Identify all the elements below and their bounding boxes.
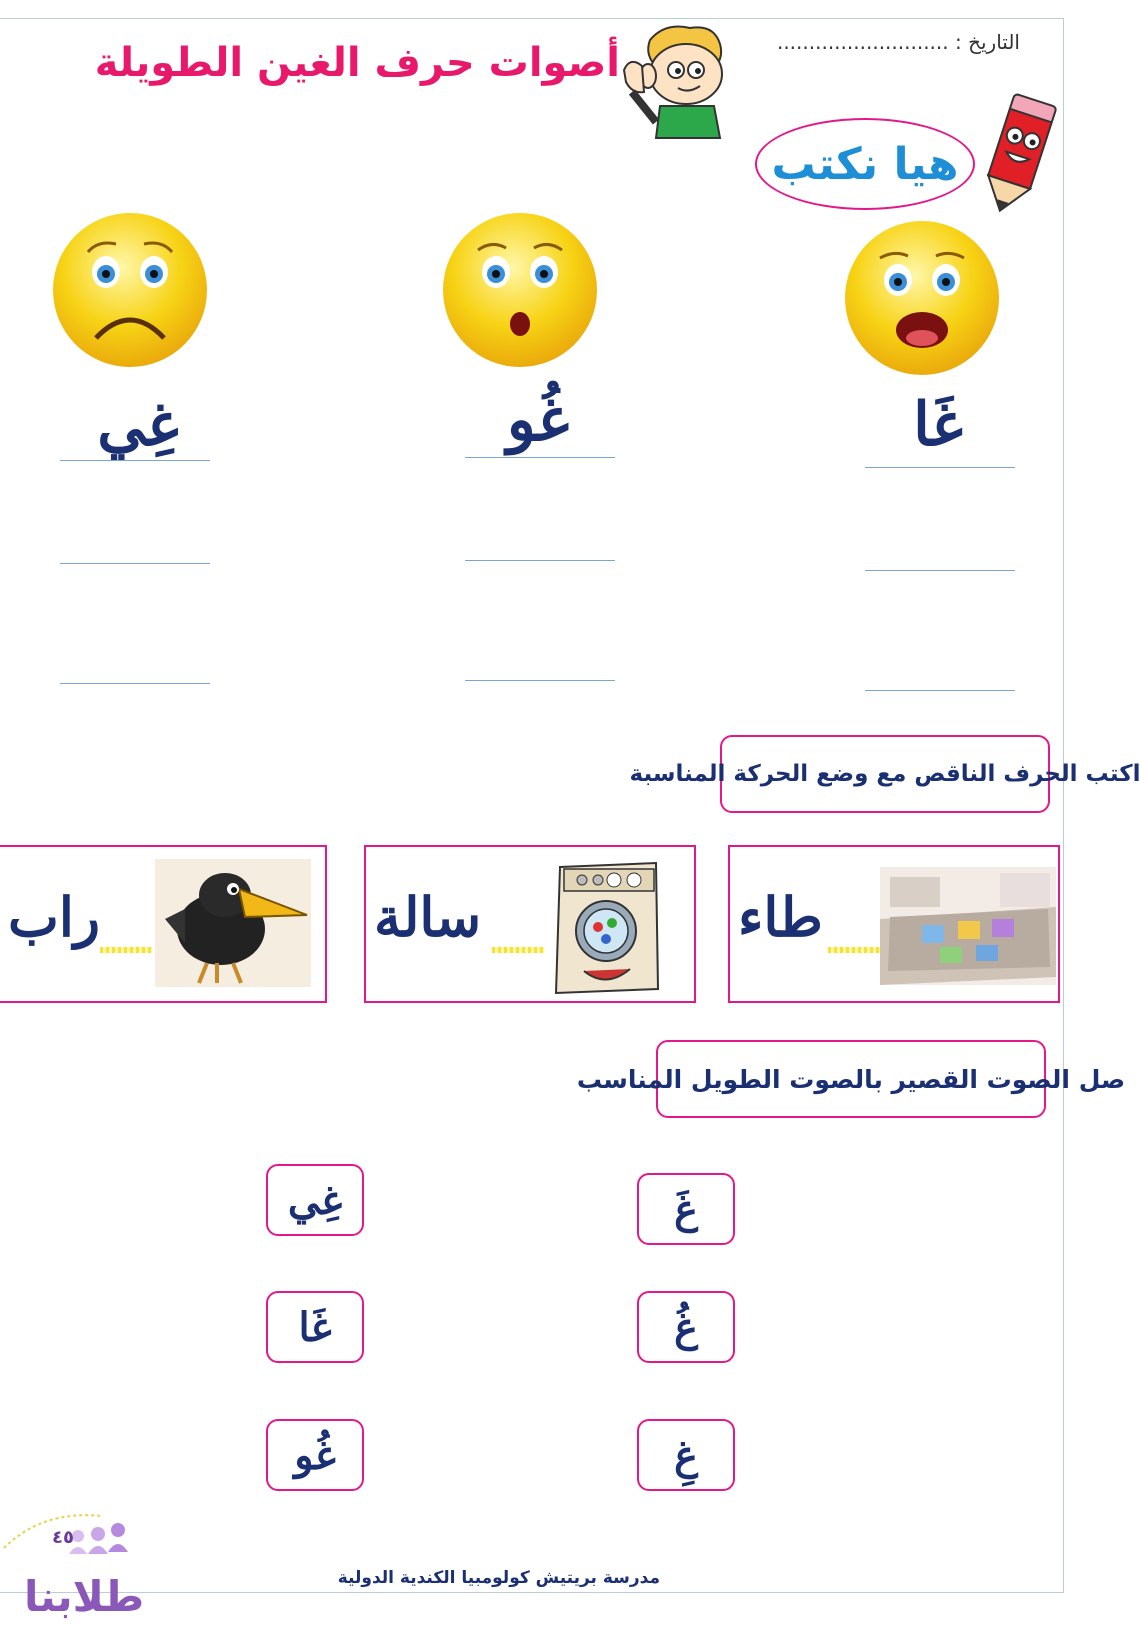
writing-line — [465, 457, 615, 458]
open-mouth-emoji-icon — [842, 218, 1002, 378]
short-sound-kasra[interactable]: غِ — [637, 1419, 735, 1491]
syllable-ghee: غِي — [97, 390, 179, 460]
long-sound-ghaa[interactable]: غَا — [266, 1291, 364, 1363]
missing-letter-blank[interactable] — [100, 947, 152, 953]
crow-icon — [155, 859, 311, 987]
lets-write-heading: هيا نكتب — [755, 118, 975, 210]
writing-line[interactable] — [60, 563, 210, 564]
writing-line — [60, 460, 210, 461]
page-title: أصوات حرف الغين الطويلة — [94, 40, 620, 86]
logo-talabna: طلابنا — [24, 1572, 145, 1621]
long-sound-ghee[interactable]: غِي — [266, 1164, 364, 1236]
writing-line[interactable] — [465, 680, 615, 681]
writing-line[interactable] — [865, 570, 1015, 571]
logo-people-icon — [2, 1508, 152, 1558]
word-ghitaa: طاء — [738, 885, 823, 949]
long-sound-ghoo[interactable]: غُو — [266, 1419, 364, 1491]
sad-emoji-icon — [50, 210, 210, 370]
surprised-emoji-icon — [440, 210, 600, 370]
pencil-mascot-icon — [975, 92, 1065, 217]
missing-letter-blank[interactable] — [492, 947, 544, 953]
missing-letter-blank[interactable] — [828, 947, 880, 953]
syllable-ghoo: غُو — [506, 385, 570, 455]
date-field: التاريخ : ........................... — [776, 30, 1020, 54]
instruction-match: صل الصوت القصير بالصوت الطويل المناسب — [656, 1040, 1046, 1118]
word-card-crow — [0, 845, 327, 1003]
word-ghasala: سالة — [374, 885, 482, 949]
listening-boy-icon — [610, 22, 740, 140]
footer-school-name: مدرسة بريتيش كولومبيا الكندية الدولية — [337, 1568, 660, 1588]
writing-line[interactable] — [60, 683, 210, 684]
word-ghurab: راب — [8, 885, 100, 949]
writing-line[interactable] — [865, 690, 1015, 691]
short-sound-damma[interactable]: غُ — [637, 1291, 735, 1363]
bed-blanket-icon — [880, 867, 1056, 985]
word-card-washing — [364, 845, 696, 1003]
writing-line[interactable] — [465, 560, 615, 561]
logo-badge: ٤٥ — [52, 1527, 74, 1548]
instruction-missing-letter: اكتب الحرف الناقص مع وضع الحركة المناسبة — [720, 735, 1050, 813]
short-sound-fatha[interactable]: غَ — [637, 1173, 735, 1245]
syllable-ghaa: غَا — [913, 390, 963, 460]
writing-line — [865, 467, 1015, 468]
word-card-blanket — [728, 845, 1060, 1003]
washing-machine-icon — [546, 857, 666, 997]
